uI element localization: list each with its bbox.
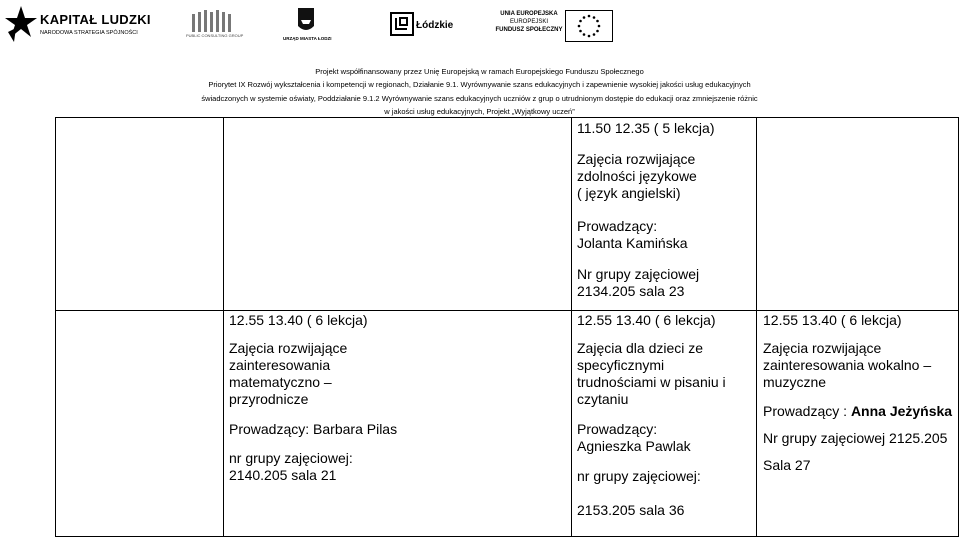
- lodzkie-mark-icon: [390, 12, 414, 38]
- group-value: 2153.205 sala 36: [577, 502, 685, 518]
- lead-name: Barbara Pilas: [313, 421, 398, 437]
- table-cell: [56, 311, 224, 537]
- ue-line: FUNDUSZ SPOŁECZNY: [495, 27, 563, 33]
- lead-line: [763, 403, 958, 420]
- lesson-time: 11.50 12.35 ( 5 lekcja): [577, 120, 715, 136]
- columns-icon: [190, 8, 234, 34]
- lead-line: [229, 421, 571, 438]
- lesson-title: muzyczne: [763, 374, 827, 390]
- table-cell: [757, 118, 959, 311]
- project-line: Projekt współfinansowany przez Unię Europejską w ramach Europejskiego Funduszu Społecznego: [315, 67, 644, 76]
- lesson-title: zdolności językowe: [577, 168, 697, 184]
- group-label: Nr grupy zajęciowej: [577, 266, 700, 282]
- lesson-title: Zajęcia rozwijające: [577, 151, 696, 167]
- lesson-time: 12.55 13.40 ( 6 lekcja): [763, 312, 902, 328]
- table-cell: [757, 311, 959, 537]
- lead-name: Jolanta Kamińska: [577, 235, 688, 251]
- lead-label: Prowadzący:: [229, 421, 314, 437]
- lesson-time: 12.55 13.40 ( 6 lekcja): [229, 312, 368, 328]
- project-line: w jakości usług edukacyjnych, Projekt „Wyjątkowy uczeń”: [384, 107, 575, 116]
- kapital-ludzki-emblem-icon: [4, 2, 38, 46]
- lesson-title: trudnościami w pisaniu i: [577, 374, 726, 390]
- lead-label: Prowadzący:: [577, 218, 658, 234]
- lodzkie-text: Łódzkie: [416, 20, 454, 31]
- ue-line: EUROPEJSKI: [509, 19, 548, 25]
- lesson-title: matematyczno –: [229, 374, 332, 390]
- public-consulting-logo: [190, 8, 234, 44]
- table-cell: [572, 311, 757, 537]
- schedule-table: [55, 117, 959, 537]
- lead-name: Agnieszka Pawlak: [577, 438, 691, 454]
- lesson-time: 12.55 13.40 ( 6 lekcja): [577, 312, 716, 328]
- lesson-title: zainteresowania: [229, 357, 331, 373]
- table-row: [56, 118, 959, 311]
- public-consulting-text: PUBLIC CONSULTING GROUP: [186, 33, 244, 38]
- group-value: 2140.205 sala 21: [229, 467, 337, 483]
- group-label: nr grupy zajęciowej:: [229, 450, 353, 466]
- lead-label: Prowadzący:: [577, 421, 658, 437]
- kapital-ludzki-title: KAPITAŁ LUDZKI: [40, 12, 151, 27]
- lesson-title: zainteresowania wokalno –: [763, 357, 932, 373]
- lesson-title: specyficznymi: [577, 357, 665, 373]
- table-cell: [56, 118, 224, 311]
- project-line: Priorytet IX Rozwój wykształcenia i kompetencji w regionach, Działanie 9.1. Wyrównywanie szans edukacyjnych i zapewnienie wysokiej jakości usług edukacyjnych: [208, 80, 751, 89]
- group-label: nr grupy zajęciowej:: [577, 468, 701, 484]
- uml-text: URZĄD MIASTA ŁODZI: [283, 36, 332, 41]
- kapital-ludzki-subtitle: NARODOWA STRATEGIA SPÓJNOŚCI: [40, 30, 138, 36]
- lesson-block: [572, 118, 756, 300]
- lesson-block: [224, 311, 571, 484]
- lesson-title: Zajęcia dla dzieci ze: [577, 340, 704, 356]
- lesson-title: Zajęcia rozwijające: [763, 340, 882, 356]
- lesson-title: przyrodnicze: [229, 391, 309, 407]
- lesson-title: czytaniu: [577, 391, 629, 407]
- eu-flag-icon: [565, 10, 613, 42]
- group-text: Nr grupy zajęciowej 2125.205: [763, 430, 948, 446]
- lead-name: Anna Jeżyńska: [850, 403, 953, 419]
- room-text: Sala 27: [763, 457, 811, 473]
- lesson-title: Zajęcia rozwijające: [229, 340, 348, 356]
- project-line: świadczonych w systemie oświaty, Poddziałanie 9.1.2 Wyrównywanie szans edukacyjnych uczniów z grup o utrudnionym dostępie do edukacji oraz zmniejszenie różnic: [201, 94, 758, 103]
- lesson-block: [572, 311, 756, 519]
- boat-crest-icon: [283, 6, 329, 36]
- table-row: [56, 311, 959, 537]
- lead-label: Prowadzący :: [763, 403, 851, 419]
- ue-text: [489, 10, 569, 34]
- ue-line: UNIA EUROPEJSKA: [500, 11, 558, 17]
- lesson-block: [757, 311, 958, 474]
- table-cell: [224, 311, 572, 537]
- group-value: 2134.205 sala 23: [577, 283, 685, 299]
- lesson-title: ( język angielski): [577, 185, 681, 201]
- table-cell: [572, 118, 757, 311]
- table-cell: [224, 118, 572, 311]
